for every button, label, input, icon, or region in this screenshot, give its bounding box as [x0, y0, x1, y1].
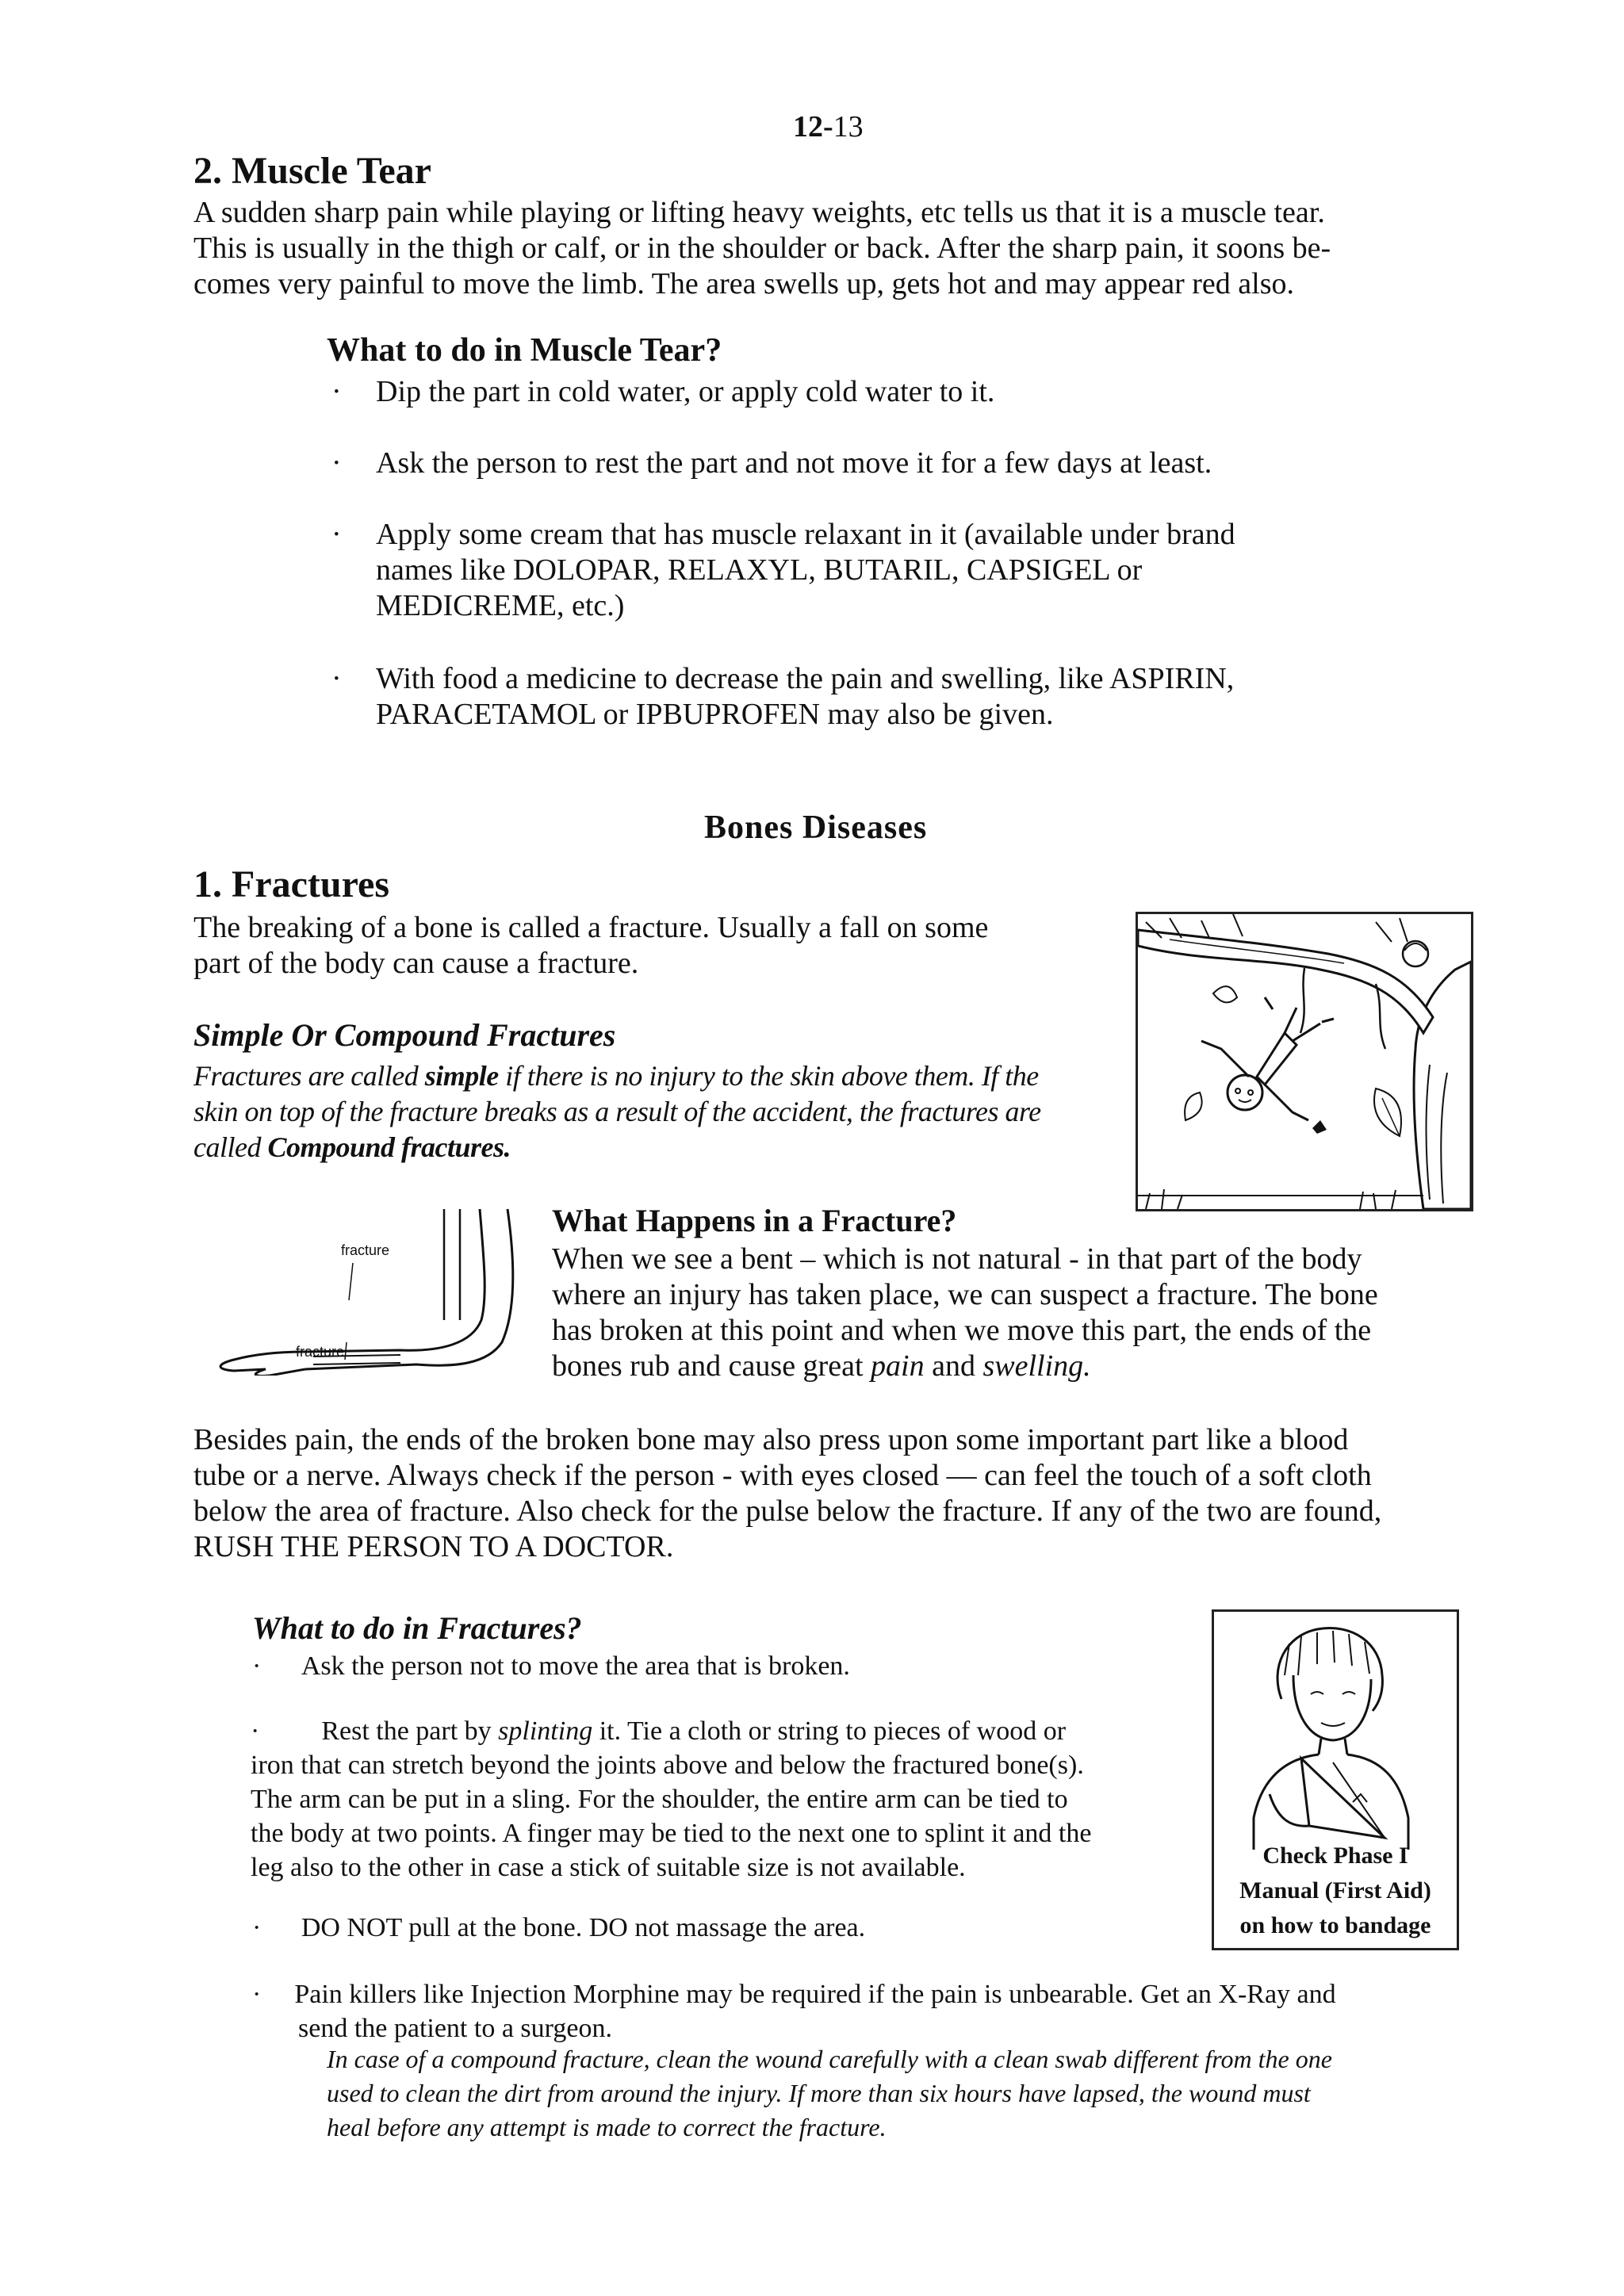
what-happens-heading: What Happens in a Fracture? [552, 1203, 957, 1238]
paragraph-line: This is usually in the thigh or calf, or in the shoulder or back. After the sharp pain, it soons be- [193, 232, 1331, 265]
fractures-heading: 1. Fractures [193, 863, 390, 905]
muscle-tear-bullet: · With food a medicine to decrease the pain and swelling, like ASPIRIN, PARACETAMOL or IPBUPROFEN may also be given. [331, 662, 1235, 731]
fractured-arm-illustration [202, 1201, 535, 1376]
sling-caption: Check Phase I Manual (First Aid) on how to bandage [1239, 1843, 1431, 1938]
fractures-bullet: · Rest the part by splinting it. Tie a cloth or string to pieces of wood or iron that can stretch beyond the joints above and below the fractured bone(s). The arm can be put in a sling. For the shoulder, the entire arm can be tied to the body at two points. A finger may be tied to the next one to splint it and the leg also to the other in case a stick of suitable size is not available. [251, 1716, 1092, 1882]
besides-pain-paragraph: Besides pain, the ends of the broken bone may also press upon some important part like a blood tube or a nerve. Always check if the person - with eyes closed — can feel the touch of a soft cloth below the area of fracture. Also check for the pulse below the fracture. If any of the two are found, RUSH THE PERSON TO A DOCTOR. [193, 1423, 1382, 1563]
what-to-do-fractures-heading: What to do in Fractures? [252, 1610, 582, 1646]
arm-sling-illustration [1214, 1612, 1457, 1850]
fracture-label-top: fracture [341, 1242, 390, 1258]
simple-compound-text: Fractures are called simple if there is no injury to the skin above them. If the skin on top of the fracture breaks as a result of the accident, the fractures are called Compound fractures. [193, 1060, 1041, 1163]
page-number: 12-13 [793, 110, 864, 144]
paragraph-line: comes very painful to move the limb. The area swells up, gets hot and may appear red also. [193, 267, 1295, 300]
muscle-tear-bullet: · Apply some cream that has muscle relaxant in it (available under brand names like DOLOPAR, RELAXYL, BUTARIL, CAPSIGEL or MEDICREME, etc.) [331, 518, 1235, 622]
what-happens-text: When we see a bent – which is not natural - in that part of the body where an injury has taken place, we can suspect a fracture. The bone has broken at this point and when we move this part, the ends of the bones rub and cause great pain and swelling. [552, 1242, 1378, 1383]
muscle-tear-bullet: · Ask the person to rest the part and not move it for a few days at least. [331, 446, 1212, 480]
muscle-tear-paragraph [193, 195, 1331, 302]
fall-from-tree-illustration [1136, 912, 1473, 1211]
fractures-bullet: · DO NOT pull at the bone. DO not massage the area. [252, 1913, 866, 1942]
simple-compound-heading: Simple Or Compound Fractures [193, 1017, 616, 1053]
paragraph-line: A sudden sharp pain while playing or lifting heavy weights, etc tells us that it is a muscle tear. [193, 196, 1325, 229]
fractures-bullet: · Pain killers like Injection Morphine may be required if the pain is unbearable. Get an X-Ray and send the patient to a surgeon. [252, 1980, 1336, 2043]
muscle-tear-heading: 2. Muscle Tear [193, 150, 431, 192]
arm-sling-illustration-box [1212, 1609, 1459, 1950]
fractures-bullet: · Ask the person not to move the area that is broken. [252, 1651, 850, 1681]
compound-fracture-note: In case of a compound fracture, clean the wound carefully with a clean swab different from the one used to clean the dirt from around the injury. If more than six hours have lapsed, the wound must heal before any attempt is made to correct the fracture. [327, 2045, 1332, 2141]
what-to-do-muscle-tear-heading: What to do in Muscle Tear? [327, 332, 722, 369]
bones-diseases-title: Bones Diseases [704, 809, 928, 846]
muscle-tear-bullet: · Dip the part in cold water, or apply cold water to it. [331, 375, 995, 408]
fractures-intro: The breaking of a bone is called a fracture. Usually a fall on some part of the body can cause a fracture. [193, 911, 989, 980]
fracture-label-bottom: fracture [296, 1344, 345, 1360]
